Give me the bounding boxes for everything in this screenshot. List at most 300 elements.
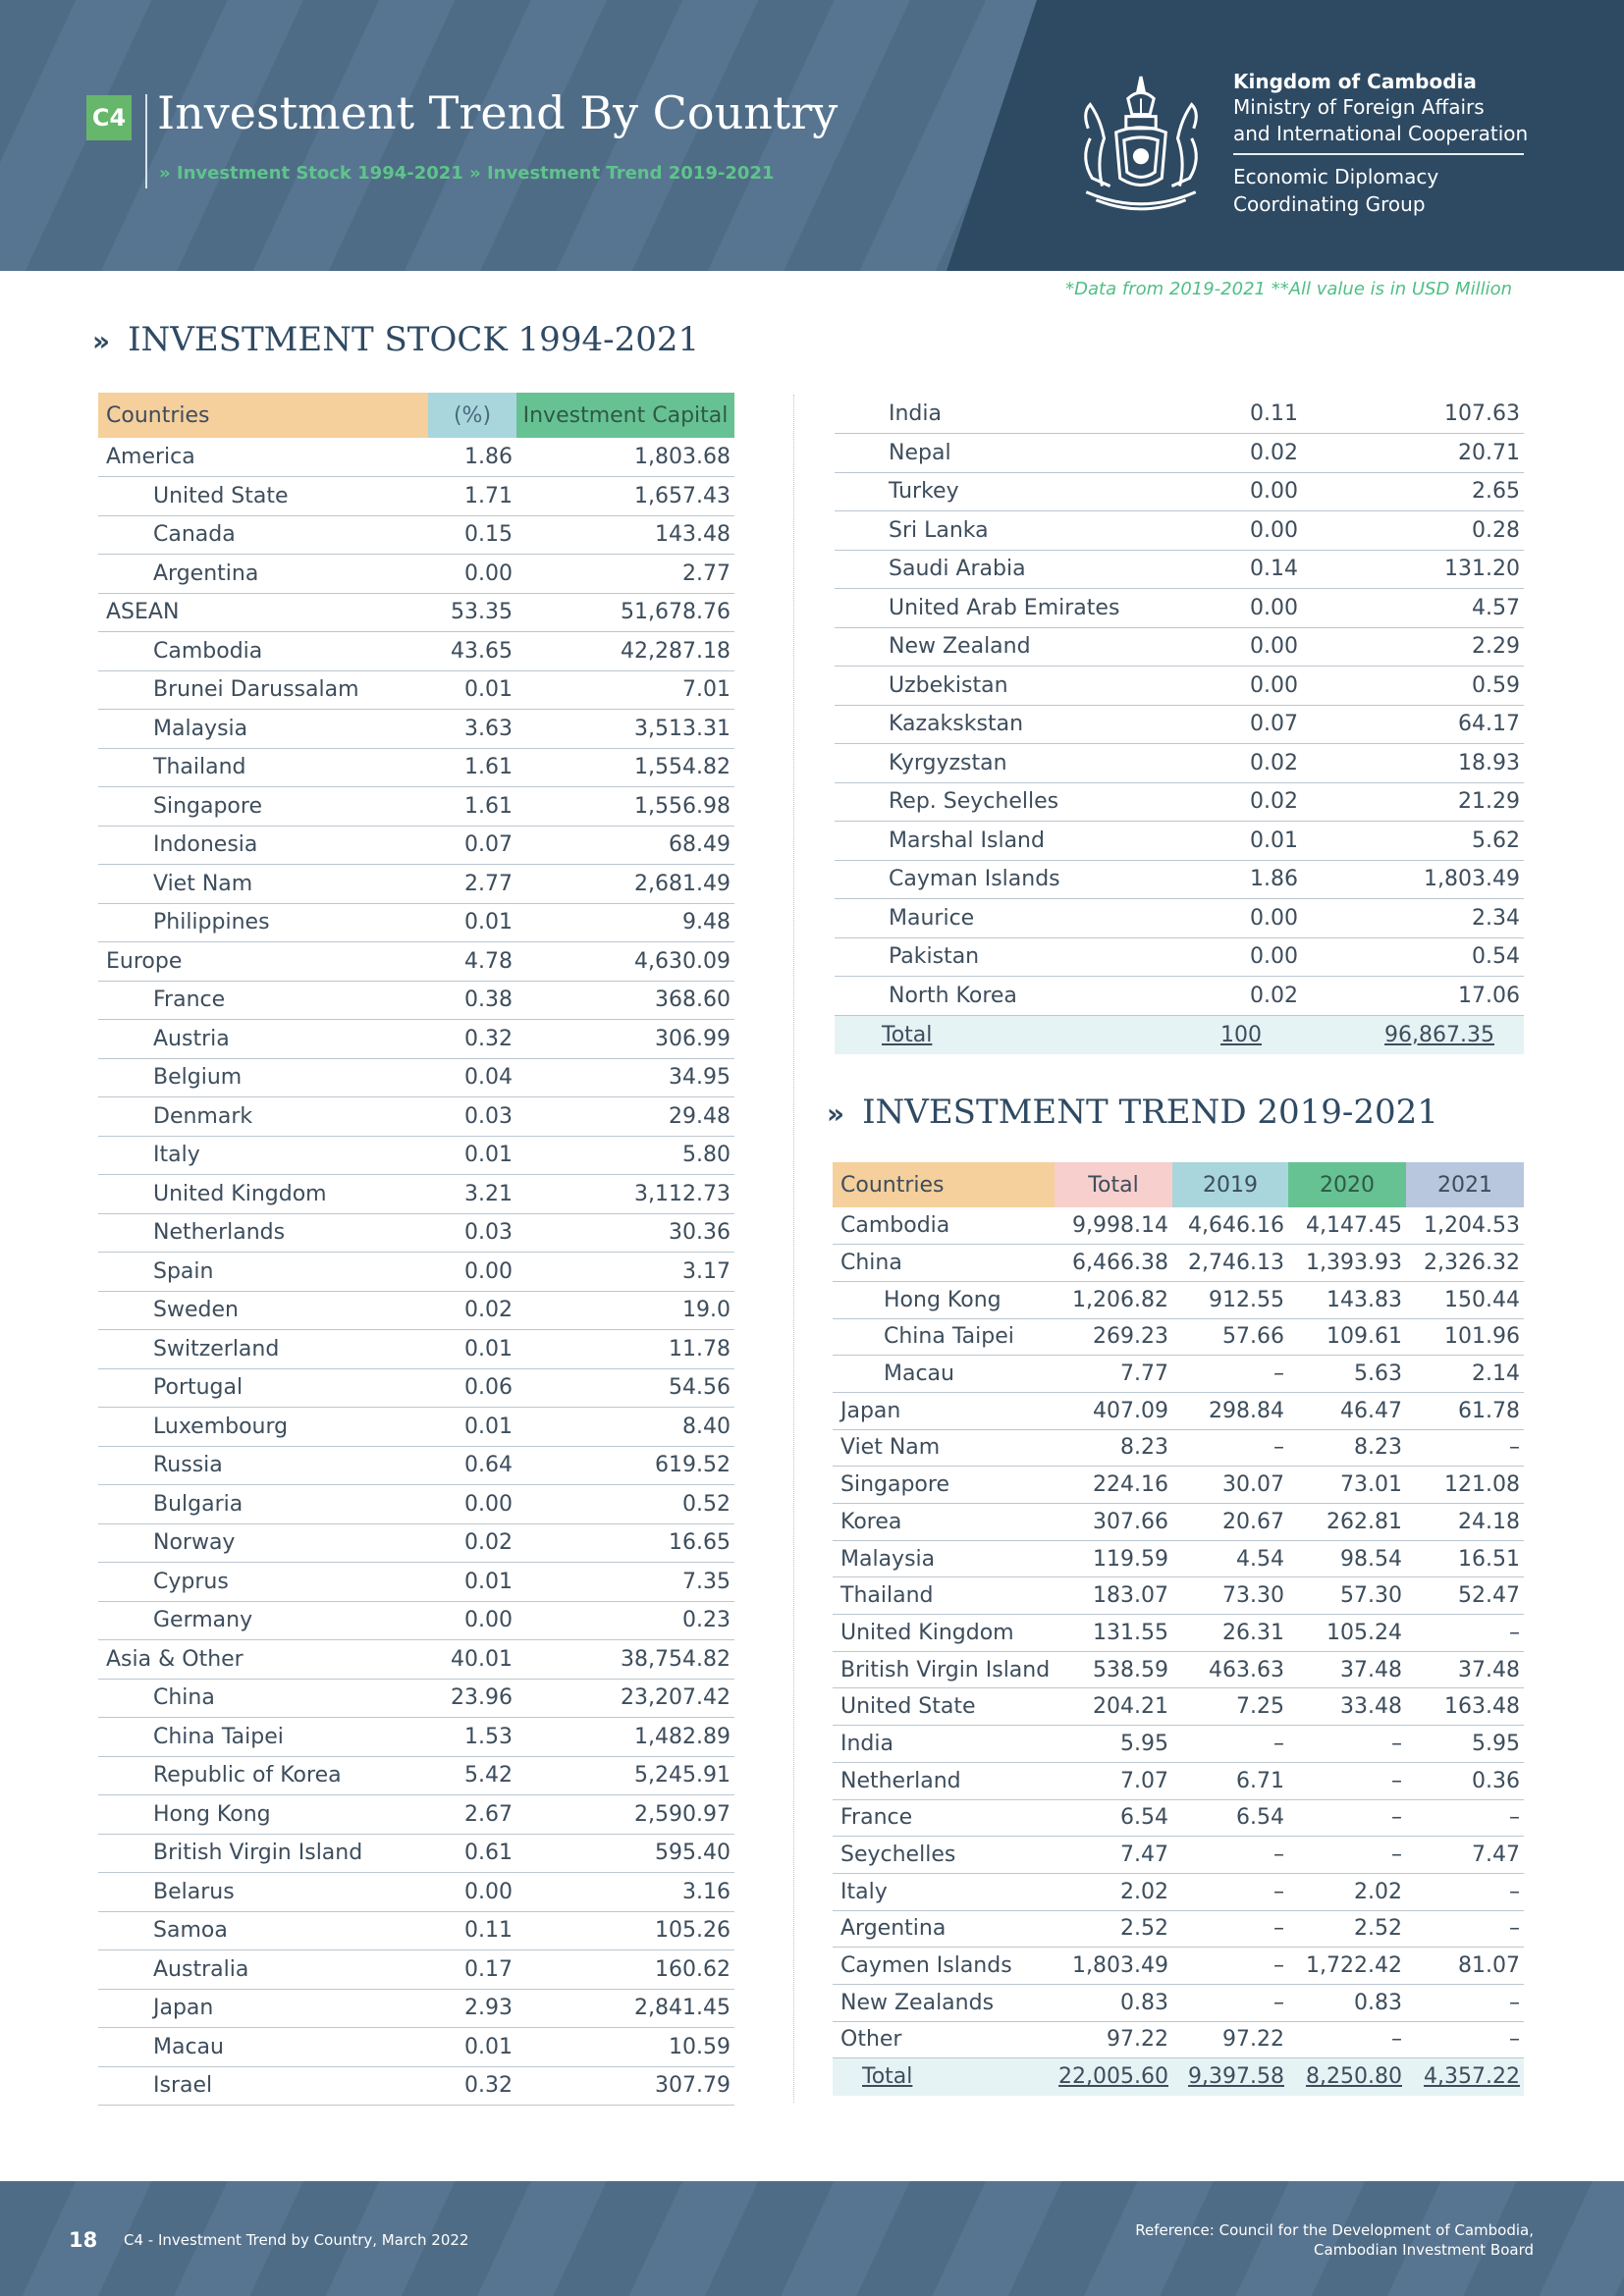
capital-cell: 1,803.68 bbox=[516, 438, 734, 477]
country-cell: Republic of Korea bbox=[98, 1756, 428, 1795]
percent-cell: 1.61 bbox=[428, 787, 516, 827]
percent-cell: 0.01 bbox=[428, 1563, 516, 1602]
year-2019-cell: 912.55 bbox=[1172, 1281, 1288, 1318]
table-row bbox=[833, 1318, 1524, 1356]
table-row bbox=[833, 1873, 1524, 1910]
capital-cell: 2,841.45 bbox=[516, 1989, 734, 2028]
percent-cell: 0.00 bbox=[428, 555, 516, 594]
year-2020-cell: 4,147.45 bbox=[1288, 1207, 1406, 1245]
total-label: Total bbox=[833, 2058, 1055, 2096]
section-badge: C4 bbox=[86, 95, 132, 140]
table-row bbox=[833, 1504, 1524, 1541]
table-row bbox=[98, 1097, 734, 1137]
percent-cell: 0.00 bbox=[1184, 937, 1302, 977]
country-cell: Israel bbox=[98, 2066, 428, 2106]
table-row bbox=[833, 1245, 1524, 1282]
stock-table-right bbox=[835, 395, 1524, 1054]
country-cell: China Taipei bbox=[98, 1718, 428, 1757]
percent-cell: 0.01 bbox=[428, 2028, 516, 2067]
country-cell: Asia & Other bbox=[98, 1640, 428, 1680]
table-row bbox=[98, 1408, 734, 1447]
year-2020-cell: – bbox=[1288, 1726, 1406, 1763]
group-line1: Economic Diplomacy bbox=[1233, 165, 1439, 188]
country-cell: Denmark bbox=[98, 1097, 428, 1137]
percent-cell: 2.67 bbox=[428, 1795, 516, 1835]
country-cell: Bulgaria bbox=[98, 1485, 428, 1524]
year-2021-cell: 61.78 bbox=[1406, 1392, 1524, 1429]
year-2021-cell: 24.18 bbox=[1406, 1504, 1524, 1541]
table-row bbox=[833, 1948, 1524, 1985]
col-header-2019: 2019 bbox=[1172, 1162, 1288, 1207]
table-row bbox=[835, 899, 1524, 938]
year-2020-cell: – bbox=[1288, 1837, 1406, 1874]
percent-cell: 0.01 bbox=[1184, 822, 1302, 861]
country-cell: Australia bbox=[98, 1950, 428, 1990]
table-row bbox=[835, 550, 1524, 589]
capital-cell: 19.0 bbox=[516, 1291, 734, 1330]
percent-cell: 0.06 bbox=[428, 1368, 516, 1408]
year-2021-cell: 4,357.22 bbox=[1406, 2058, 1524, 2096]
country-cell: Kazakskstan bbox=[835, 705, 1184, 744]
country-cell: Cambodia bbox=[98, 632, 428, 671]
capital-cell: 143.48 bbox=[516, 515, 734, 555]
table-row bbox=[98, 981, 734, 1020]
table-row bbox=[98, 1679, 734, 1718]
percent-cell: 0.02 bbox=[1184, 977, 1302, 1016]
table-row bbox=[835, 822, 1524, 861]
capital-cell: 0.54 bbox=[1302, 937, 1524, 977]
stock-section-title bbox=[92, 320, 699, 359]
year-2021-cell: 16.51 bbox=[1406, 1540, 1524, 1577]
country-cell: Sri Lanka bbox=[835, 511, 1184, 551]
percent-cell: 0.00 bbox=[1184, 511, 1302, 551]
table-row bbox=[98, 1136, 734, 1175]
country-cell: Japan bbox=[98, 1989, 428, 2028]
year-2021-cell: 5.95 bbox=[1406, 1726, 1524, 1763]
country-cell: Netherlands bbox=[98, 1213, 428, 1253]
total-capital: 96,867.35 bbox=[1302, 1015, 1524, 1054]
table-row bbox=[98, 2028, 734, 2067]
country-cell: Korea bbox=[833, 1504, 1055, 1541]
year-2021-cell: – bbox=[1406, 1429, 1524, 1467]
capital-cell: 7.35 bbox=[516, 1563, 734, 1602]
percent-cell: 0.07 bbox=[428, 826, 516, 865]
total-cell: 204.21 bbox=[1055, 1688, 1172, 1726]
country-cell: Samoa bbox=[98, 1911, 428, 1950]
country-cell: Brunei Darussalam bbox=[98, 670, 428, 710]
table-row bbox=[98, 1058, 734, 1097]
capital-cell: 20.71 bbox=[1302, 434, 1524, 473]
percent-cell: 40.01 bbox=[428, 1640, 516, 1680]
table-row bbox=[833, 1281, 1524, 1318]
capital-cell: 0.52 bbox=[516, 1485, 734, 1524]
country-cell: Japan bbox=[833, 1392, 1055, 1429]
total-cell: 307.66 bbox=[1055, 1504, 1172, 1541]
capital-cell: 34.95 bbox=[516, 1058, 734, 1097]
capital-cell: 3,112.73 bbox=[516, 1175, 734, 1214]
percent-cell: 0.32 bbox=[428, 2066, 516, 2106]
country-cell: Thailand bbox=[833, 1577, 1055, 1615]
table-row bbox=[98, 1213, 734, 1253]
table-row bbox=[98, 670, 734, 710]
percent-cell: 5.42 bbox=[428, 1756, 516, 1795]
country-cell: British Virgin Island bbox=[98, 1834, 428, 1873]
capital-cell: 1,657.43 bbox=[516, 477, 734, 516]
year-2020-cell: 2.52 bbox=[1288, 1910, 1406, 1948]
country-cell: Indonesia bbox=[98, 826, 428, 865]
year-2020-cell: 262.81 bbox=[1288, 1504, 1406, 1541]
country-cell: Netherland bbox=[833, 1762, 1055, 1799]
country-cell: Other bbox=[833, 2021, 1055, 2058]
year-2020-cell: 98.54 bbox=[1288, 1540, 1406, 1577]
capital-cell: 1,554.82 bbox=[516, 748, 734, 787]
year-2021-cell: 7.47 bbox=[1406, 1837, 1524, 1874]
table-row bbox=[835, 589, 1524, 628]
year-2019-cell: 298.84 bbox=[1172, 1392, 1288, 1429]
percent-cell: 23.96 bbox=[428, 1679, 516, 1718]
percent-cell: 0.02 bbox=[1184, 744, 1302, 783]
table-row bbox=[835, 627, 1524, 667]
year-2019-cell: 57.66 bbox=[1172, 1318, 1288, 1356]
year-2019-cell: 97.22 bbox=[1172, 2021, 1288, 2058]
year-2020-cell: 1,722.42 bbox=[1288, 1948, 1406, 1985]
table-row bbox=[835, 705, 1524, 744]
year-2020-cell: 109.61 bbox=[1288, 1318, 1406, 1356]
page-number: 18 bbox=[69, 2228, 98, 2252]
country-cell: Thailand bbox=[98, 748, 428, 787]
table-row bbox=[833, 1762, 1524, 1799]
year-2021-cell: – bbox=[1406, 1799, 1524, 1837]
table-row bbox=[98, 632, 734, 671]
country-cell: Italy bbox=[98, 1136, 428, 1175]
country-cell: Europe bbox=[98, 942, 428, 982]
year-2021-cell: 2.14 bbox=[1406, 1356, 1524, 1393]
country-cell: Marshal Island bbox=[835, 822, 1184, 861]
year-2019-cell: 4,646.16 bbox=[1172, 1207, 1288, 1245]
table-row bbox=[833, 1688, 1524, 1726]
capital-cell: 9.48 bbox=[516, 903, 734, 942]
country-cell: Philippines bbox=[98, 903, 428, 942]
stock-title-text: INVESTMENT STOCK 1994-2021 bbox=[128, 320, 700, 359]
reference-line1: Reference: Council for the Development of Cambodia, bbox=[1135, 2221, 1534, 2239]
year-2020-cell: 57.30 bbox=[1288, 1577, 1406, 1615]
year-2021-cell: – bbox=[1406, 1873, 1524, 1910]
country-cell: Belarus bbox=[98, 1873, 428, 1912]
percent-cell: 0.02 bbox=[1184, 434, 1302, 473]
col-header-capital: Investment Capital bbox=[516, 393, 734, 438]
percent-cell: 0.00 bbox=[1184, 589, 1302, 628]
percent-cell: 1.61 bbox=[428, 748, 516, 787]
capital-cell: 10.59 bbox=[516, 2028, 734, 2067]
country-cell: Malaysia bbox=[98, 710, 428, 749]
percent-cell: 0.02 bbox=[428, 1291, 516, 1330]
trend-table bbox=[833, 1162, 1524, 2096]
country-cell: Viet Nam bbox=[833, 1429, 1055, 1467]
table-row bbox=[833, 1540, 1524, 1577]
percent-cell: 0.00 bbox=[428, 1485, 516, 1524]
country-cell: Argentina bbox=[98, 555, 428, 594]
table-row bbox=[98, 748, 734, 787]
year-2019-cell: 6.54 bbox=[1172, 1799, 1288, 1837]
table-row bbox=[98, 1950, 734, 1990]
table-row bbox=[833, 1356, 1524, 1393]
year-2019-cell: – bbox=[1172, 1948, 1288, 1985]
org-ministry-line2: and International Cooperation bbox=[1233, 122, 1529, 145]
total-cell: 2.02 bbox=[1055, 1873, 1172, 1910]
total-cell: 7.47 bbox=[1055, 1837, 1172, 1874]
year-2020-cell: 46.47 bbox=[1288, 1392, 1406, 1429]
year-2021-cell: – bbox=[1406, 1984, 1524, 2021]
capital-cell: 7.01 bbox=[516, 670, 734, 710]
table-row bbox=[833, 1799, 1524, 1837]
country-cell: Viet Nam bbox=[98, 865, 428, 904]
percent-cell: 0.07 bbox=[1184, 705, 1302, 744]
country-cell: Belgium bbox=[98, 1058, 428, 1097]
country-cell: New Zealand bbox=[835, 627, 1184, 667]
capital-cell: 3.17 bbox=[516, 1253, 734, 1292]
capital-cell: 2,681.49 bbox=[516, 865, 734, 904]
percent-cell: 0.32 bbox=[428, 1020, 516, 1059]
percent-cell: 1.71 bbox=[428, 477, 516, 516]
year-2019-cell: – bbox=[1172, 1837, 1288, 1874]
table-row bbox=[98, 2066, 734, 2106]
col-header-2021: 2021 bbox=[1406, 1162, 1524, 1207]
country-cell: Maurice bbox=[835, 899, 1184, 938]
total-cell: 6,466.38 bbox=[1055, 1245, 1172, 1282]
table-row bbox=[98, 1291, 734, 1330]
org-ministry-line1: Ministry of Foreign Affairs bbox=[1233, 95, 1485, 119]
percent-cell: 0.00 bbox=[428, 1873, 516, 1912]
year-2020-cell: – bbox=[1288, 2021, 1406, 2058]
percent-cell: 0.02 bbox=[428, 1523, 516, 1563]
table-row bbox=[98, 710, 734, 749]
year-2019-cell: 7.25 bbox=[1172, 1688, 1288, 1726]
capital-cell: 5,245.91 bbox=[516, 1756, 734, 1795]
country-cell: Saudi Arabia bbox=[835, 550, 1184, 589]
year-2021-cell: 52.47 bbox=[1406, 1577, 1524, 1615]
table-row bbox=[835, 511, 1524, 551]
year-2020-cell: 2.02 bbox=[1288, 1873, 1406, 1910]
col-header-total: Total bbox=[1055, 1162, 1172, 1207]
capital-cell: 3.16 bbox=[516, 1873, 734, 1912]
table-row bbox=[98, 1756, 734, 1795]
table-row bbox=[98, 1368, 734, 1408]
capital-cell: 2.34 bbox=[1302, 899, 1524, 938]
country-cell: United State bbox=[833, 1688, 1055, 1726]
country-cell: United Arab Emirates bbox=[835, 589, 1184, 628]
percent-cell: 0.01 bbox=[428, 670, 516, 710]
percent-cell: 0.01 bbox=[428, 903, 516, 942]
group-row bbox=[98, 593, 734, 632]
footer-reference bbox=[1135, 2220, 1534, 2260]
group-line2: Coordinating Group bbox=[1233, 192, 1426, 216]
country-cell: Rep. Seychelles bbox=[835, 782, 1184, 822]
total-cell: 1,206.82 bbox=[1055, 1281, 1172, 1318]
percent-cell: 0.00 bbox=[428, 1601, 516, 1640]
year-2019-cell: – bbox=[1172, 1726, 1288, 1763]
data-note: *Data from 2019-2021 **All value is in USD Million bbox=[1065, 279, 1512, 299]
country-cell: Cayman Islands bbox=[835, 860, 1184, 899]
country-cell: Cyprus bbox=[98, 1563, 428, 1602]
year-2021-cell: 1,204.53 bbox=[1406, 1207, 1524, 1245]
year-2021-cell: 101.96 bbox=[1406, 1318, 1524, 1356]
col-header-2020: 2020 bbox=[1288, 1162, 1406, 1207]
capital-cell: 23,207.42 bbox=[516, 1679, 734, 1718]
trend-title-text: INVESTMENT TREND 2019-2021 bbox=[862, 1093, 1438, 1132]
year-2019-cell: – bbox=[1172, 1910, 1288, 1948]
capital-cell: 11.78 bbox=[516, 1330, 734, 1369]
table-row bbox=[835, 977, 1524, 1016]
capital-cell: 2.77 bbox=[516, 555, 734, 594]
country-cell: Hong Kong bbox=[833, 1281, 1055, 1318]
country-cell: Macau bbox=[98, 2028, 428, 2067]
total-cell: 7.07 bbox=[1055, 1762, 1172, 1799]
table-row bbox=[835, 667, 1524, 706]
capital-cell: 0.28 bbox=[1302, 511, 1524, 551]
total-cell: 7.77 bbox=[1055, 1356, 1172, 1393]
percent-cell: 4.78 bbox=[428, 942, 516, 982]
year-2019-cell: 20.67 bbox=[1172, 1504, 1288, 1541]
table-row bbox=[833, 1429, 1524, 1467]
table-row bbox=[98, 903, 734, 942]
country-cell: Argentina bbox=[833, 1910, 1055, 1948]
table-row bbox=[833, 2021, 1524, 2058]
table-row bbox=[833, 1207, 1524, 1245]
country-cell: Turkey bbox=[835, 472, 1184, 511]
capital-cell: 1,803.49 bbox=[1302, 860, 1524, 899]
country-cell: Malaysia bbox=[833, 1540, 1055, 1577]
total-cell: 97.22 bbox=[1055, 2021, 1172, 2058]
total-cell: 5.95 bbox=[1055, 1726, 1172, 1763]
country-cell: Luxembourg bbox=[98, 1408, 428, 1447]
table-row bbox=[98, 515, 734, 555]
total-cell: 407.09 bbox=[1055, 1392, 1172, 1429]
capital-cell: 4.57 bbox=[1302, 589, 1524, 628]
percent-cell: 0.03 bbox=[428, 1097, 516, 1137]
total-cell: 9,998.14 bbox=[1055, 1207, 1172, 1245]
total-cell: 183.07 bbox=[1055, 1577, 1172, 1615]
table-row bbox=[98, 1175, 734, 1214]
table-row bbox=[98, 1873, 734, 1912]
capital-cell: 307.79 bbox=[516, 2066, 734, 2106]
country-cell: North Korea bbox=[835, 977, 1184, 1016]
year-2019-cell: 2,746.13 bbox=[1172, 1245, 1288, 1282]
country-cell: Caymen Islands bbox=[833, 1948, 1055, 1985]
percent-cell: 0.02 bbox=[1184, 782, 1302, 822]
year-2021-cell: 0.36 bbox=[1406, 1762, 1524, 1799]
country-cell: Macau bbox=[833, 1356, 1055, 1393]
table-row bbox=[98, 1485, 734, 1524]
total-cell: 269.23 bbox=[1055, 1318, 1172, 1356]
percent-cell: 0.00 bbox=[1184, 472, 1302, 511]
col-header-percent: (%) bbox=[428, 393, 516, 438]
table-row bbox=[833, 1392, 1524, 1429]
country-cell: France bbox=[833, 1799, 1055, 1837]
table-row bbox=[98, 826, 734, 865]
country-cell: China Taipei bbox=[833, 1318, 1055, 1356]
table-row bbox=[835, 937, 1524, 977]
percent-cell: 0.61 bbox=[428, 1834, 516, 1873]
country-cell: Cambodia bbox=[833, 1207, 1055, 1245]
year-2019-cell: 4.54 bbox=[1172, 1540, 1288, 1577]
year-2020-cell: 143.83 bbox=[1288, 1281, 1406, 1318]
country-cell: Kyrgyzstan bbox=[835, 744, 1184, 783]
country-cell: Italy bbox=[833, 1873, 1055, 1910]
percent-cell: 0.11 bbox=[428, 1911, 516, 1950]
country-cell: China bbox=[833, 1245, 1055, 1282]
percent-cell: 1.86 bbox=[428, 438, 516, 477]
table-row bbox=[835, 395, 1524, 434]
capital-cell: 306.99 bbox=[516, 1020, 734, 1059]
column-divider bbox=[793, 395, 794, 2103]
country-cell: Russia bbox=[98, 1446, 428, 1485]
capital-cell: 0.23 bbox=[516, 1601, 734, 1640]
total-cell: 1,803.49 bbox=[1055, 1948, 1172, 1985]
group-row bbox=[98, 942, 734, 982]
total-percent: 100 bbox=[1184, 1015, 1302, 1054]
table-row bbox=[833, 1651, 1524, 1688]
table-row bbox=[98, 1989, 734, 2028]
percent-cell: 43.65 bbox=[428, 632, 516, 671]
table-row bbox=[833, 1910, 1524, 1948]
table-row bbox=[98, 1563, 734, 1602]
capital-cell: 619.52 bbox=[516, 1446, 734, 1485]
table-row bbox=[833, 1837, 1524, 1874]
country-cell: Singapore bbox=[833, 1467, 1055, 1504]
country-cell: Spain bbox=[98, 1253, 428, 1292]
table-row bbox=[833, 1984, 1524, 2021]
capital-cell: 5.80 bbox=[516, 1136, 734, 1175]
country-cell: America bbox=[98, 438, 428, 477]
country-cell: Germany bbox=[98, 1601, 428, 1640]
year-2021-cell: 150.44 bbox=[1406, 1281, 1524, 1318]
table-row bbox=[835, 472, 1524, 511]
country-cell: United Kingdom bbox=[98, 1175, 428, 1214]
year-2021-cell: 37.48 bbox=[1406, 1651, 1524, 1688]
capital-cell: 2,590.97 bbox=[516, 1795, 734, 1835]
table-row bbox=[98, 555, 734, 594]
year-2019-cell: – bbox=[1172, 1429, 1288, 1467]
year-2019-cell: – bbox=[1172, 1984, 1288, 2021]
year-2019-cell: – bbox=[1172, 1356, 1288, 1393]
year-2020-cell: 1,393.93 bbox=[1288, 1245, 1406, 1282]
capital-cell: 4,630.09 bbox=[516, 942, 734, 982]
stock-table-left bbox=[98, 393, 734, 2106]
total-cell: 224.16 bbox=[1055, 1467, 1172, 1504]
country-cell: United Kingdom bbox=[833, 1615, 1055, 1652]
table-row bbox=[98, 787, 734, 827]
capital-cell: 17.06 bbox=[1302, 977, 1524, 1016]
capital-cell: 160.62 bbox=[516, 1950, 734, 1990]
chevron-icon: » bbox=[92, 325, 111, 357]
table-row bbox=[98, 1330, 734, 1369]
total-cell: 538.59 bbox=[1055, 1651, 1172, 1688]
total-row bbox=[833, 2058, 1524, 2096]
percent-cell: 3.21 bbox=[428, 1175, 516, 1214]
percent-cell: 1.86 bbox=[1184, 860, 1302, 899]
breadcrumb[interactable]: » Investment Stock 1994-2021 » Investment Trend 2019-2021 bbox=[159, 163, 775, 184]
ministry-block bbox=[1233, 69, 1529, 218]
percent-cell: 0.14 bbox=[1184, 550, 1302, 589]
country-cell: Pakistan bbox=[835, 937, 1184, 977]
country-cell: Uzbekistan bbox=[835, 667, 1184, 706]
year-2019-cell: 6.71 bbox=[1172, 1762, 1288, 1799]
table-row bbox=[98, 865, 734, 904]
year-2020-cell: 37.48 bbox=[1288, 1651, 1406, 1688]
percent-cell: 2.77 bbox=[428, 865, 516, 904]
capital-cell: 54.56 bbox=[516, 1368, 734, 1408]
percent-cell: 0.17 bbox=[428, 1950, 516, 1990]
